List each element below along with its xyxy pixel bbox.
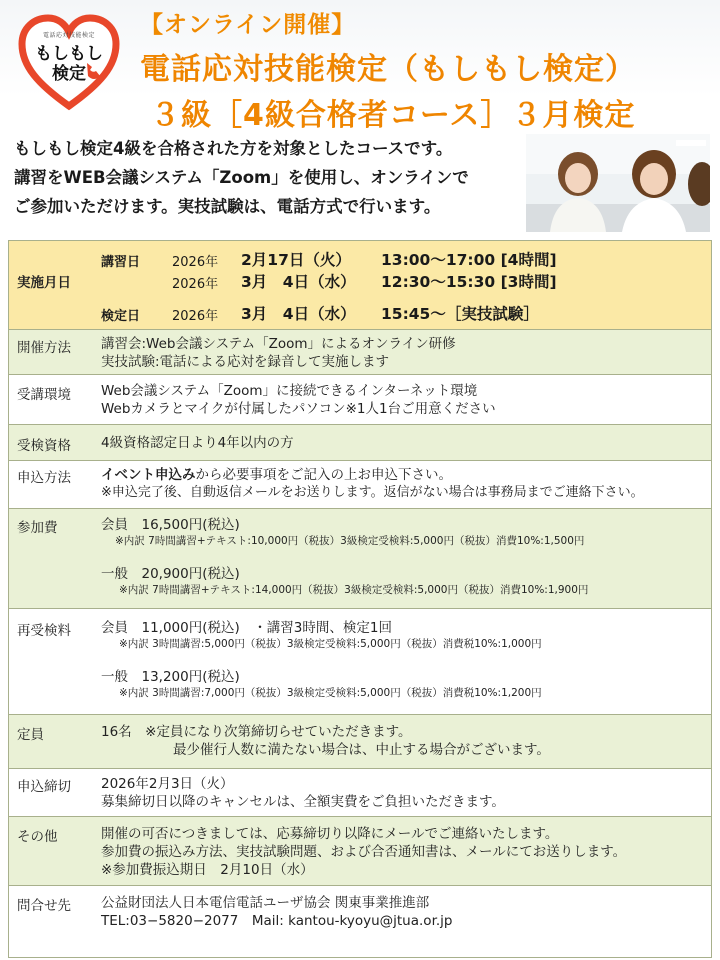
intro-line1: もしもし検定4級を合格された方を対象としたコースです。 [14,139,453,158]
method-line2: 実技試験:電話による応対を録音して実施します [101,354,390,370]
page-title-line2: ３級［4級合格者コース］３月検定 [150,98,636,133]
lecture1-time: 13:00〜17:00 [4時間] [381,251,557,269]
label-method: 開催方法 [17,340,71,356]
lecture1-year: 2026年 [172,255,219,270]
row-deadline [9,768,711,816]
online-notice: 【オンライン開催】 [140,12,356,38]
exam-label: 検定日 [101,309,141,324]
other-line2: 参加費の振込み方法、実技試験問題、および合否通知書は、メールにてお送りします。 [101,844,627,860]
lecture2-time: 12:30〜15:30 [3時間] [381,273,557,291]
capacity-line1: 16名 ※定員になり次第締切らせていただきます。 [101,724,412,740]
deadline-line1: 2026年2月3日（火） [101,776,234,792]
row-method [9,329,711,374]
lecture2-date: 3月 4日（水） [241,273,356,291]
label-refee: 再受検料 [17,623,71,639]
row-apply [9,460,711,508]
deadline-line2: 募集締切日以降のキャンセルは、全額実費をご負担いただきます。 [101,794,505,810]
refee-member-detail: ※内訳 3時間講習:5,000円（税抜）3級検定受検料:5,000円（税抜）消費税10%:1,000円 [119,638,542,650]
header [0,0,720,240]
event-apply-link[interactable]: イベント申込み [101,467,196,483]
label-environment: 受講環境 [17,387,71,403]
intro-text [14,134,534,221]
other-line1: 開催の可否につきましては、応募締切り以降にメールでご連絡いたします。 [101,826,559,842]
deadline-content [101,775,505,811]
label-capacity: 定員 [17,727,44,743]
qualification-content [101,434,294,452]
lecture2-year: 2026年 [172,277,219,292]
row-contact [9,885,711,957]
row-schedule [9,241,711,329]
contact-content [101,894,453,930]
capacity-line2: 最少催行人数に満たない場合は、中止する場合がございます。 [173,742,550,758]
page-title-line1: 電話応対技能検定（もしもし検定） [140,52,636,87]
environment-content [101,382,496,418]
apply-content [101,466,644,502]
refee-content [101,619,542,701]
exam-time: 15:45〜［実技試験］ [381,305,539,323]
row-qualification [9,424,711,460]
capacity-content [101,723,550,759]
label-fee: 参加費 [17,520,58,536]
apply-line2: ※申込完了後、自動返信メールをお送りします。返信がない場合は事務局までご連絡下さい。 [101,485,644,500]
women-photo [526,134,710,232]
environment-line1: Web会議システム「Zoom」に接続できるインターネット環境 [101,383,478,399]
logo-line2: 検定 [52,64,86,84]
refee-member: 会員 11,000円(税込) ・講習3時間、検定1回 [101,620,392,636]
refee-general: 一般 13,200円(税込) [101,669,240,685]
other-content [101,825,626,879]
row-other [9,816,711,885]
contact-line2[interactable]: TEL:03−5820−2077 Mail: kantou-kyoyu@jtua.or.jp [101,913,453,929]
apply-line1 [101,466,644,484]
exam-year: 2026年 [172,309,219,324]
intro-line2: 講習をWEB会議システム「Zoom」を使用し、オンラインで [14,168,469,187]
lecture1-date: 2月17日（火） [241,251,351,269]
refee-general-detail: ※内訳 3時間講習:7,000円（税抜）3級検定受検料:5,000円（税抜）消費税10%:1,200円 [119,687,542,699]
logo-line1: もしもし [35,44,103,64]
row-fee [9,508,711,608]
info-table [8,240,712,958]
exam-date: 3月 4日（水） [241,305,356,323]
fee-content [101,516,588,598]
row-capacity [9,714,711,768]
logo-caption: 電話応対技能検定 [42,32,95,39]
other-line3: ※参加費振込期日 2月10日（水） [101,862,314,878]
label-other: その他 [17,829,58,845]
fee-general: 一般 20,900円(税込) [101,566,240,582]
label-contact: 問合せ先 [17,898,71,914]
lecture-label: 講習日 [101,255,141,270]
label-apply: 申込方法 [17,470,71,486]
fee-general-detail: ※内訳 7時間講習+テキスト:14,000円（税抜）3級検定受検料:5,000円（税抜）消費10%:1,900円 [119,584,589,596]
method-line1: 講習会:Web会議システム「Zoom」によるオンライン研修 [101,336,456,352]
fee-member: 会員 16,500円(税込) [101,517,240,533]
intro-line3: ご参加いただけます。実技試験は、電話方式で行います。 [14,197,441,216]
qualification-line1: 4級資格認定日より4年以内の方 [101,435,294,451]
environment-line2: Webカメラとマイクが付属したパソコン※1人1台ご用意ください [101,401,496,417]
contact-line1: 公益財団法人日本電信電話ユーザ協会 関東事業推進部 [101,895,430,911]
label-schedule: 実施月日 [17,275,71,291]
label-qualification: 受検資格 [17,438,71,454]
fee-member-detail: ※内訳 7時間講習+テキスト:10,000円（税抜）3級検定受検料:5,000円（税抜）消費10%:1,500円 [115,535,585,547]
logo-text [18,44,120,84]
label-deadline: 申込締切 [17,779,71,795]
apply-line1-rest: から必要事項をご記入の上お申込下さい。 [195,467,452,483]
method-content [101,335,456,371]
mosimosi-logo [18,14,120,112]
row-environment [9,374,711,424]
row-refee [9,608,711,714]
